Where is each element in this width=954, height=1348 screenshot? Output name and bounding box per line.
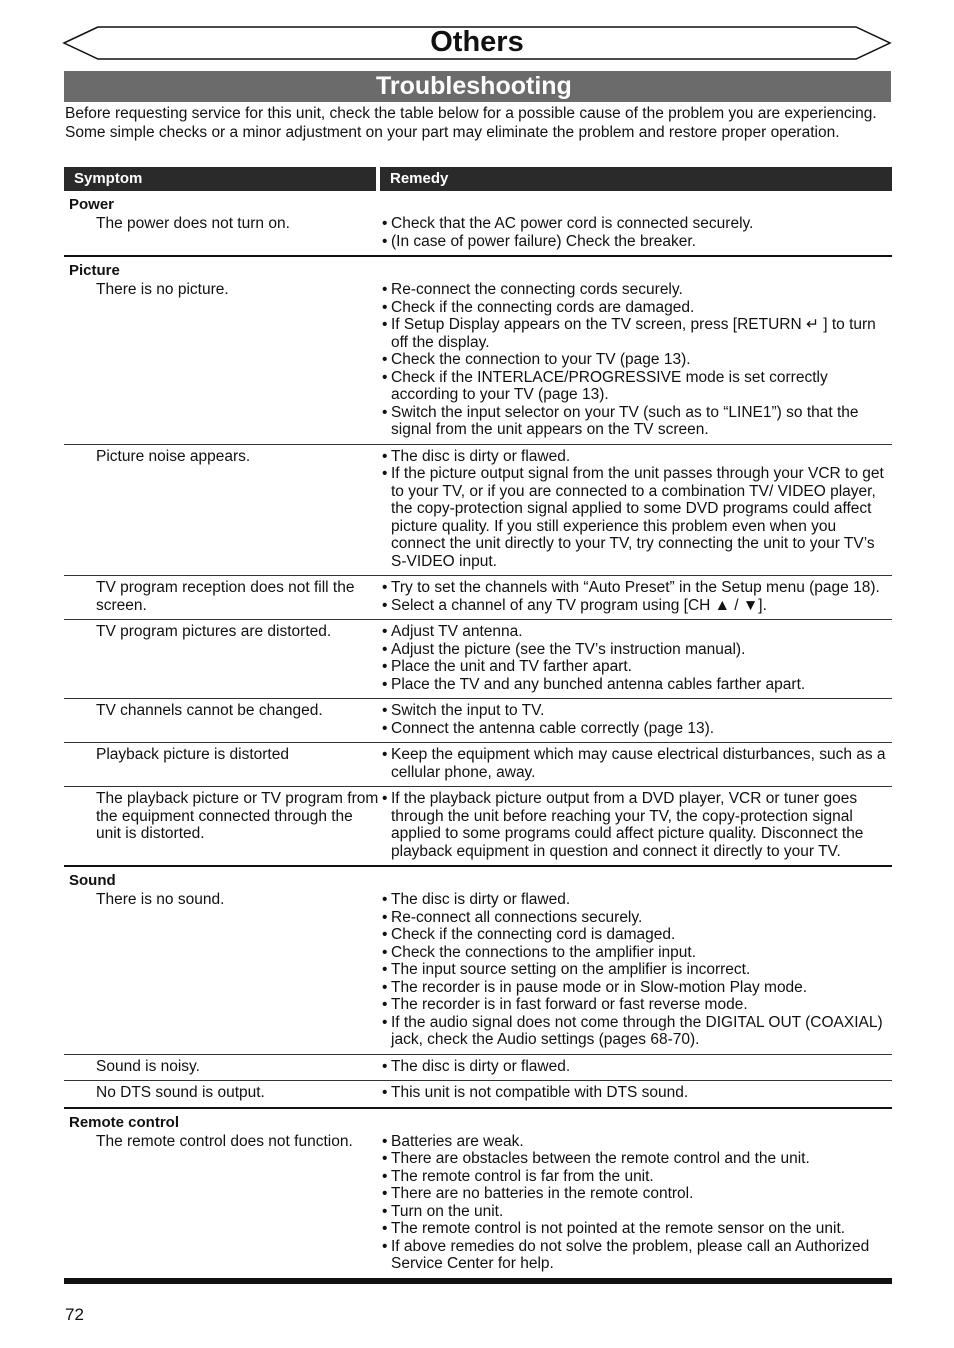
- remedy-item: • Try to set the channels with “Auto Preset” in the Setup menu (page 18).: [382, 579, 892, 597]
- remedy-item: • If the playback picture output from a DVD player, VCR or tuner goes through the unit before reaching your TV, the copy-protection signal applied to some programs could affect picture quality. Disconnect the playback equipment in question and connect it directly to your TV.: [382, 790, 892, 860]
- category-heading: Power: [69, 196, 115, 213]
- remedy-item: • The disc is dirty or flawed.: [382, 448, 892, 466]
- remedy-list: [382, 579, 892, 614]
- table-header: [64, 167, 892, 191]
- remedy-list: [382, 281, 892, 439]
- remedy-item: • Re-connect the connecting cords securely.: [382, 281, 892, 299]
- symptom-cell: TV channels cannot be changed.: [96, 702, 323, 719]
- remedy-item: • Adjust the picture (see the TV’s instruction manual).: [382, 641, 892, 659]
- remedy-list: [382, 448, 892, 571]
- symptom-cell: No DTS sound is output.: [96, 1084, 265, 1101]
- category-heading: Picture: [69, 262, 120, 279]
- remedy-item: • Check the connection to your TV (page 13).: [382, 351, 892, 369]
- remedy-item: • If above remedies do not solve the problem, please call an Authorized Service Center for help.: [382, 1238, 892, 1273]
- remedy-item: • If the picture output signal from the unit passes through your VCR to get to your TV, or if you are connected to a combination TV/ VIDEO player, the copy-protection signal applied to some DVD programs could affect picture quality. If you still experience this problem even when you connect the unit directly to your TV, try connecting the unit to your TV’s S-VIDEO input.: [382, 465, 892, 570]
- table-row: [64, 213, 892, 257]
- category-heading: Remote control: [69, 1113, 180, 1131]
- remedy-item: • The input source setting on the amplifier is incorrect.: [382, 961, 892, 979]
- symptom-header: Symptom: [64, 167, 376, 191]
- remedy-list: [382, 746, 892, 781]
- table-row: [64, 889, 892, 1055]
- remedy-list: [382, 215, 892, 250]
- remedy-item: • Re-connect all connections securely.: [382, 909, 892, 927]
- chapter-title: Others: [430, 26, 524, 58]
- remedy-list: [382, 891, 892, 1049]
- remedy-item: • Check that the AC power cord is connected securely.: [382, 215, 892, 233]
- remedy-item: • (In case of power failure) Check the breaker.: [382, 233, 892, 251]
- table-row: [64, 1055, 892, 1082]
- remedy-item: • This unit is not compatible with DTS sound.: [382, 1084, 892, 1102]
- remedy-list: [382, 702, 892, 737]
- remedy-item: • Switch the input selector on your TV (such as to “LINE1”) so that the signal from the unit appears on the TV screen.: [382, 404, 892, 439]
- remedy-item: • Batteries are weak.: [382, 1133, 892, 1151]
- table-body: [64, 191, 892, 1284]
- intro-paragraph: Before requesting service for this unit, check the table below for a possible cause of the problem you are experiencing. Some simple checks or a minor adjustment on your part may eliminate the problem and restore proper operation.: [65, 105, 877, 141]
- symptom-cell: Sound is noisy.: [96, 1057, 200, 1075]
- symptom-cell: The power does not turn on.: [96, 215, 290, 232]
- table-row: [64, 1081, 892, 1109]
- remedy-item: • The remote control is far from the unit.: [382, 1168, 892, 1186]
- remedy-item: • Select a channel of any TV program using [CH ▲ / ▼].: [382, 597, 892, 615]
- troubleshooting-table: [64, 167, 892, 1284]
- remedy-item: • The disc is dirty or flawed.: [382, 1058, 892, 1076]
- remedy-list: [382, 623, 892, 693]
- symptom-cell: There is no sound.: [96, 891, 225, 908]
- remedy-item: • Turn on the unit.: [382, 1203, 892, 1221]
- table-row: [64, 445, 892, 577]
- remedy-item: • Place the unit and TV farther apart.: [382, 658, 892, 676]
- table-row: [64, 743, 892, 787]
- symptom-cell: TV program pictures are distorted.: [96, 623, 332, 640]
- symptom-cell: Playback picture is distorted: [96, 746, 289, 763]
- page-number: 72: [65, 1305, 84, 1324]
- remedy-list: [382, 1058, 892, 1076]
- table-row: [64, 787, 892, 867]
- table-row: [64, 576, 892, 620]
- remedy-item: • Switch the input to TV.: [382, 702, 892, 720]
- remedy-list: [382, 1133, 892, 1273]
- symptom-cell: The playback picture or TV program from the equipment connected through the unit is distorted.: [96, 790, 379, 842]
- remedy-item: • If the audio signal does not come through the DIGITAL OUT (COAXIAL) jack, check the Audio settings (pages 68-70).: [382, 1014, 892, 1049]
- table-row: [64, 620, 892, 699]
- table-row: [64, 699, 892, 743]
- remedy-item: • Place the TV and any bunched antenna cables farther apart.: [382, 676, 892, 694]
- remedy-item: • Check if the connecting cord is damaged.: [382, 926, 892, 944]
- table-row: [64, 1131, 892, 1284]
- remedy-item: • Connect the antenna cable correctly (page 13).: [382, 720, 892, 738]
- remedy-item: • There are obstacles between the remote control and the unit.: [382, 1150, 892, 1168]
- remedy-item: • The remote control is not pointed at the remote sensor on the unit.: [382, 1220, 892, 1238]
- remedy-item: • The recorder is in pause mode or in Slow-motion Play mode.: [382, 979, 892, 997]
- remedy-header: Remedy: [380, 167, 892, 191]
- remedy-item: • Adjust TV antenna.: [382, 623, 892, 641]
- remedy-item: • Keep the equipment which may cause electrical disturbances, such as a cellular phone, away.: [382, 746, 892, 781]
- remedy-item: • If Setup Display appears on the TV screen, press [RETURN ↵ ] to turn off the display.: [382, 316, 892, 351]
- remedy-item: • Check if the INTERLACE/PROGRESSIVE mode is set correctly according to your TV (page 13).: [382, 369, 892, 404]
- remedy-item: • Check the connections to the amplifier input.: [382, 944, 892, 962]
- remedy-list: [382, 1084, 892, 1102]
- remedy-item: • Check if the connecting cords are damaged.: [382, 299, 892, 317]
- chapter-banner: [62, 25, 892, 61]
- category-heading: Sound: [69, 872, 116, 889]
- symptom-cell: TV program reception does not fill the screen.: [96, 579, 355, 614]
- symptom-cell: The remote control does not function.: [96, 1132, 353, 1150]
- symptom-cell: Picture noise appears.: [96, 447, 251, 465]
- symptom-cell: There is no picture.: [96, 281, 229, 298]
- remedy-item: • The disc is dirty or flawed.: [382, 891, 892, 909]
- remedy-item: • The recorder is in fast forward or fast reverse mode.: [382, 996, 892, 1014]
- section-title: Troubleshooting: [64, 71, 891, 102]
- remedy-item: • There are no batteries in the remote control.: [382, 1185, 892, 1203]
- table-row: [64, 279, 892, 445]
- remedy-list: [382, 790, 892, 860]
